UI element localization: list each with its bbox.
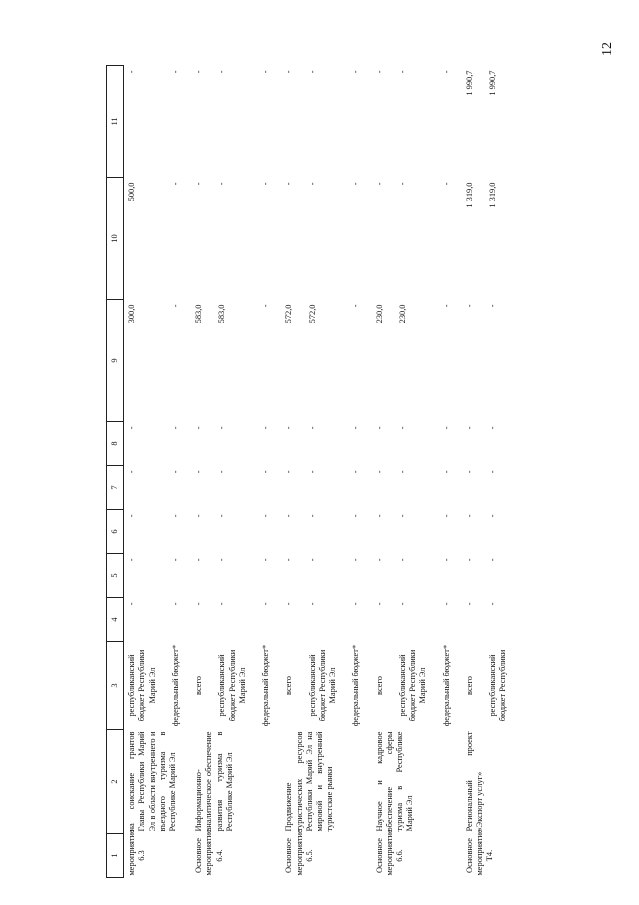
- value-cell-col-9: 572,0: [307, 304, 317, 324]
- header-col-1: 1: [107, 834, 124, 878]
- page-number: 12: [600, 42, 615, 56]
- header-col-5: 5: [107, 554, 124, 598]
- value-cell-col-11: -: [261, 70, 270, 74]
- value-cell-col-6: -: [170, 514, 180, 518]
- value-cell-col-7: -: [374, 470, 384, 474]
- value-cell-col-11: -: [374, 70, 384, 74]
- measure-number: Основное мероприятие 6.4.: [194, 829, 224, 876]
- value-cell-col-10: -: [374, 182, 384, 186]
- value-cell-col-6: -: [127, 514, 136, 518]
- value-cell-col-8: -: [307, 426, 317, 430]
- value-cell-col-11: -: [217, 70, 227, 74]
- value-cell-col-9: -: [441, 304, 451, 308]
- value-cell-col-6: -: [397, 514, 407, 518]
- value-cell-col-8: -: [170, 426, 180, 430]
- value-cell-col-5: -: [217, 558, 227, 562]
- value-cell-col-5: -: [284, 558, 294, 562]
- value-cell-col-7: -: [351, 470, 361, 474]
- value-cell-col-7: -: [307, 470, 317, 474]
- measure-number: Основное мероприятие 6.5.: [284, 829, 314, 876]
- funding-source: республиканский бюджет Республики Марий Эл: [307, 649, 337, 722]
- value-cell-col-4: -: [464, 602, 474, 606]
- value-cell-col-7: -: [261, 470, 270, 474]
- value-cell-col-7: -: [217, 470, 227, 474]
- value-cell-col-7: -: [284, 470, 294, 474]
- value-cell-col-7: -: [170, 470, 180, 474]
- funding-source: федеральный бюджет*: [441, 644, 451, 727]
- table-row: [124, 66, 168, 878]
- value-cell-col-8: -: [194, 426, 203, 430]
- measure-title: Продвижение туристических ресурсов Республики Марий Эл на мировой и внутренний туристские рынки: [284, 731, 335, 832]
- funding-source: республиканский бюджет Республики: [488, 649, 508, 722]
- measure-title: Региональный проект «Экспорт услуг»: [464, 731, 484, 832]
- value-cell-col-8: -: [351, 426, 361, 430]
- value-cell-col-5: -: [397, 558, 407, 562]
- value-cell-col-10: 500,0: [127, 182, 136, 202]
- value-cell-col-7: -: [127, 470, 136, 474]
- value-cell-col-11: -: [170, 70, 180, 74]
- value-cell-col-6: -: [464, 514, 474, 518]
- budget-table: [106, 65, 519, 878]
- value-cell-col-8: -: [464, 426, 474, 430]
- value-cell-col-11: 1 990,7: [464, 70, 474, 96]
- header-col-10: 10: [107, 178, 124, 300]
- value-cell-col-11: -: [397, 70, 407, 74]
- value-cell-col-8: -: [441, 426, 451, 430]
- value-cell-col-5: -: [374, 558, 384, 562]
- value-cell-col-8: -: [261, 426, 270, 430]
- value-cell-col-11: -: [127, 70, 136, 74]
- value-cell-col-5: -: [261, 558, 270, 562]
- value-cell-col-10: 1 319,0: [488, 182, 497, 208]
- header-col-2: 2: [107, 730, 124, 834]
- funding-source: всего: [374, 676, 384, 695]
- value-cell-col-4: -: [397, 602, 407, 606]
- value-cell-col-10: -: [351, 182, 361, 186]
- value-cell-col-10: -: [217, 182, 227, 186]
- value-cell-col-11: -: [351, 70, 361, 74]
- value-cell-col-4: -: [127, 602, 136, 606]
- funding-source: федеральный бюджет*: [351, 644, 361, 727]
- value-cell-col-9: 230,0: [397, 304, 407, 324]
- header-col-8: 8: [107, 422, 124, 466]
- value-cell-col-4: -: [170, 602, 180, 606]
- measure-number: Основное мероприятие Т4.: [464, 829, 495, 876]
- measure-title: Научное и кадровое обеспечение сферы туризма в Республике Марий Эл: [374, 731, 415, 832]
- value-cell-col-5: -: [194, 558, 203, 562]
- value-cell-col-4: -: [488, 602, 497, 606]
- value-cell-col-5: -: [170, 558, 180, 562]
- funding-source: федеральный бюджет*: [170, 644, 180, 727]
- value-cell-col-6: -: [488, 514, 497, 518]
- value-cell-col-7: -: [194, 470, 203, 474]
- value-cell-col-4: -: [441, 602, 451, 606]
- funding-source: республиканский бюджет Республики Марий Эл: [127, 649, 157, 722]
- value-cell-col-7: -: [397, 470, 407, 474]
- rotated-page: [106, 66, 594, 878]
- table-row: [462, 66, 485, 878]
- value-cell-col-11: -: [284, 70, 294, 74]
- value-cell-col-10: -: [194, 182, 203, 186]
- funding-source: всего: [284, 676, 294, 695]
- header-col-4: 4: [107, 598, 124, 642]
- value-cell-col-5: -: [488, 558, 497, 562]
- value-cell-col-5: -: [464, 558, 474, 562]
- value-cell-col-9: -: [351, 304, 361, 308]
- table-row: [281, 66, 304, 878]
- value-cell-col-9: 300,0: [127, 304, 136, 324]
- value-cell-col-5: -: [127, 558, 136, 562]
- measure-number: мероприятие 6.3: [127, 829, 147, 876]
- value-cell-col-5: -: [441, 558, 451, 562]
- table-row: [191, 66, 214, 878]
- table-row: [372, 66, 395, 878]
- value-cell-col-8: -: [127, 426, 136, 430]
- value-cell-col-10: -: [307, 182, 317, 186]
- value-cell-col-7: -: [464, 470, 474, 474]
- header-col-9: 9: [107, 300, 124, 422]
- funding-source: республиканский бюджет Республики Марий Эл: [397, 649, 428, 722]
- value-cell-col-5: -: [351, 558, 361, 562]
- value-cell-col-6: -: [194, 514, 203, 518]
- value-cell-col-6: -: [441, 514, 451, 518]
- value-cell-col-10: -: [441, 182, 451, 186]
- value-cell-col-8: -: [374, 426, 384, 430]
- value-cell-col-10: -: [284, 182, 294, 186]
- value-cell-col-10: 1 319,0: [464, 182, 474, 208]
- value-cell-col-10: -: [261, 182, 270, 186]
- header-col-7: 7: [107, 466, 124, 510]
- value-cell-col-4: -: [307, 602, 317, 606]
- value-cell-col-8: -: [284, 426, 294, 430]
- value-cell-col-9: 572,0: [284, 304, 294, 324]
- value-cell-col-7: -: [488, 470, 497, 474]
- value-cell-col-4: -: [374, 602, 384, 606]
- value-cell-col-9: 583,0: [194, 304, 203, 324]
- header-col-3: 3: [107, 642, 124, 730]
- value-cell-col-8: -: [488, 426, 497, 430]
- header-col-11: 11: [107, 66, 124, 178]
- value-cell-col-6: -: [307, 514, 317, 518]
- value-cell-col-4: -: [261, 602, 270, 606]
- value-cell-col-9: -: [464, 304, 474, 308]
- value-cell-col-4: -: [284, 602, 294, 606]
- value-cell-col-8: -: [217, 426, 227, 430]
- value-cell-col-9: 230,0: [374, 304, 384, 324]
- measure-title: Информационно-аналитическое обеспечение развития туризма в Республике Марий Эл: [194, 731, 234, 832]
- value-cell-col-8: -: [397, 426, 407, 430]
- value-cell-col-6: -: [374, 514, 384, 518]
- value-cell-col-10: -: [397, 182, 407, 186]
- value-cell-col-5: -: [307, 558, 317, 562]
- value-cell-col-11: -: [194, 70, 203, 74]
- value-cell-col-11: 1 990,7: [488, 70, 497, 96]
- value-cell-col-6: -: [261, 514, 270, 518]
- value-cell-col-9: -: [170, 304, 180, 308]
- value-cell-col-4: -: [217, 602, 227, 606]
- value-cell-col-11: -: [307, 70, 317, 74]
- value-cell-col-9: 583,0: [217, 304, 227, 324]
- funding-source: республиканский бюджет Республики Марий Эл: [217, 649, 247, 722]
- value-cell-col-9: -: [488, 304, 497, 308]
- value-cell-col-11: -: [441, 70, 451, 74]
- value-cell-col-6: -: [351, 514, 361, 518]
- value-cell-col-6: -: [217, 514, 227, 518]
- value-cell-col-4: -: [194, 602, 203, 606]
- value-cell-col-10: -: [170, 182, 180, 186]
- funding-source: всего: [194, 676, 203, 695]
- measure-title: на соискание грантов Главы Республики Марий Эл в области внутреннего и въездного туризма в Республике Марий Эл: [127, 731, 177, 832]
- value-cell-col-7: -: [441, 470, 451, 474]
- funding-source: федеральный бюджет*: [261, 644, 270, 727]
- value-cell-col-4: -: [351, 602, 361, 606]
- funding-source: всего: [464, 676, 474, 695]
- header-row: [107, 66, 124, 878]
- value-cell-col-9: -: [261, 304, 270, 308]
- header-col-6: 6: [107, 510, 124, 554]
- measure-number: Основное мероприятие 6.6.: [374, 829, 404, 876]
- value-cell-col-6: -: [284, 514, 294, 518]
